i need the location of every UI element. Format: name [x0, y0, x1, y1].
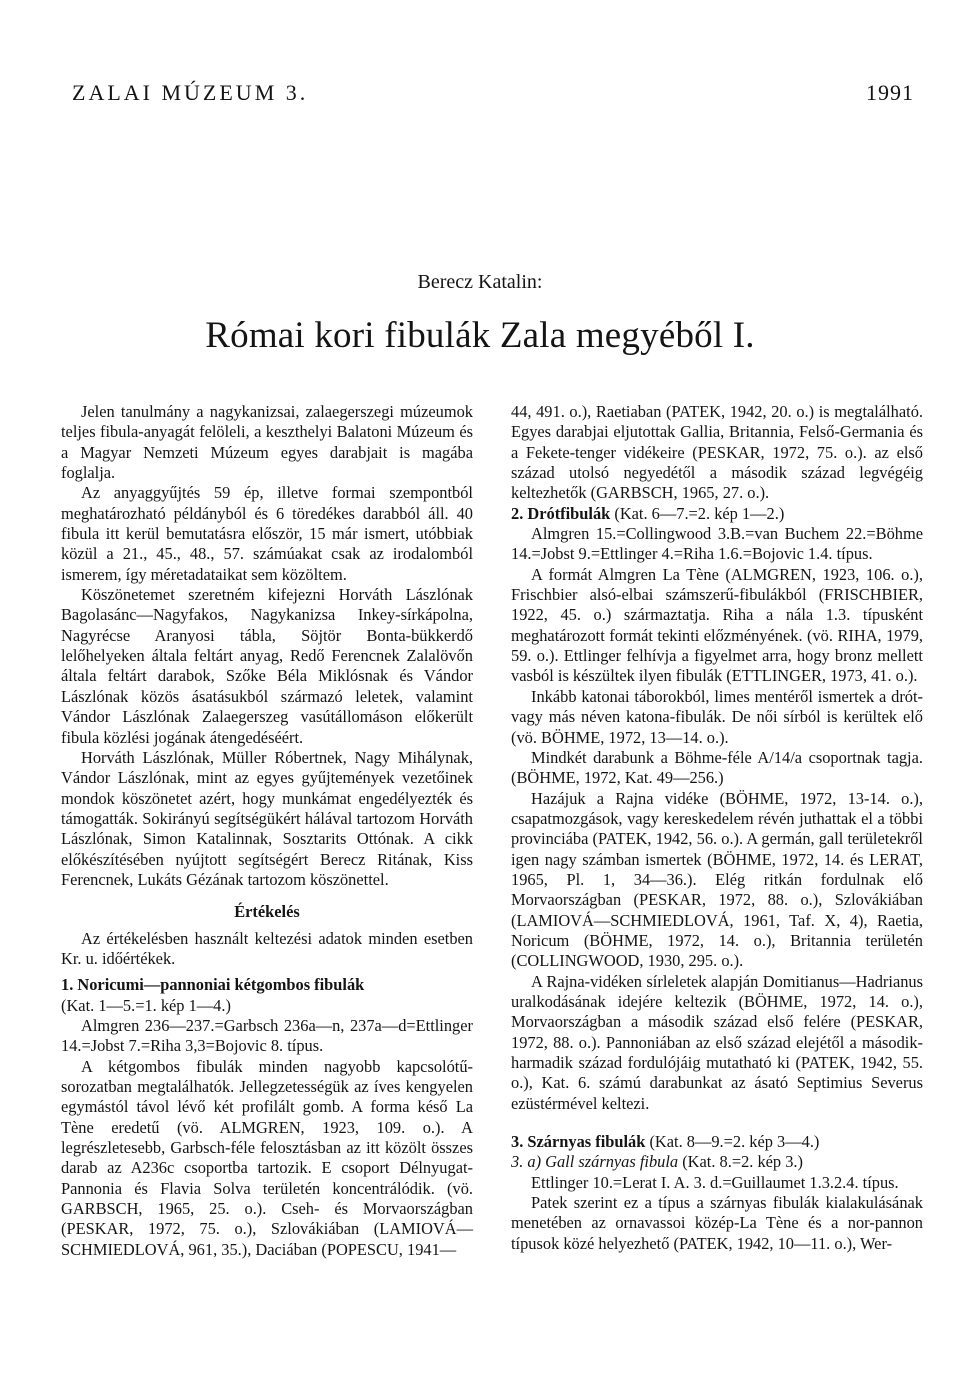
- catalog-reference: (Kat. 8—9.=2. kép 3—4.): [645, 1132, 820, 1152]
- publication-year: 1991: [866, 80, 914, 105]
- article-author: Berecz Katalin:: [417, 271, 543, 293]
- article-title: Római kori fibulák Zala megyéből I.: [205, 315, 755, 356]
- catalog-reference: (Kat. 8.=2. kép 3.): [678, 1152, 803, 1172]
- paragraph: Horváth Lászlónak, Müller Róbertnek, Nagy Mihálynak, Vándor Lászlónak, mint az egyes gyűjtemények vezetőinek mondok köszönetet azért, hogy munkámat engedélyezték és támogatták. Sokirányú segítségükért hálával tartozom Horváth Lászlónak, Simon Katalinnak, Sosztarits Ottónak. A cikk előkészítésében nyújtott segítségért Berecz Ritának, Kiss Ferencnek, Lukáts Gézának tartozom köszönettel.: [61, 747, 473, 889]
- subsection-heading-line: [511, 504, 923, 524]
- paragraph: A kétgombos fibulák minden nagyobb kapcsolótű-sorozatban megtalálhatók. Jellegzetességük az íves kengyelen egymástól távol lévő két profilált gomb. A forma késő La Tène eredetű (vö. ALMGREN, 1923, 109. o.). A legrészletesebb, Garbsch-féle felosztásban az itt közölt összes darab az A236c csoportba tartozik. E csoport Délnyugat-Pannonia és Flavia Solva területén koncentrálódik. (vö. GARBSCH, 1965, 25. o.). Cseh- és Morvaországban (PESKAR, 1972, 75. o.), Szlovákiában (LAMIOVÁ—SCHMIEDLOVÁ, 961, 35.), Daciában (POPESCU, 1941—: [61, 1056, 473, 1259]
- catalog-reference: (Kat. 6—7.=2. kép 1—2.): [610, 503, 785, 523]
- section-heading: Értékelés: [234, 902, 300, 922]
- right-column: [511, 402, 923, 1254]
- paragraph: A Rajna-vidéken sírleletek alapján Domitianus—Hadrianus uralkodásának idejére keltezik (BÖHME, 1972, 14. o.), Morvaországban a második század első felére (PESKAR, 1972, 88. o.). Pannoniában az első század elejétől a második-harmadik század fordulójáig mutatható ki (PATEK, 1942, 55. o.), Kat. 6. számú darabunkat az ásató Septimius Severus ezüstérmével keltezi.: [511, 971, 923, 1113]
- subsection-heading: 2. Drótfibulák: [511, 503, 611, 523]
- subsection-subheading: 3. a) Gall szárnyas fibula: [511, 1152, 679, 1172]
- paragraph: Hazájuk a Rajna vidéke (BÖHME, 1972, 13-14. o.), csapatmozgások, vagy kereskedelem révén juthattak el a többi provinciába (PATEK, 1942, 56. o.). A germán, gall területekről igen nagy számban ismertek (BÖHME, 1972, 14. és LERAT, 1965, Pl. 1, 34—36.). Elég ritkán fordulnak elő Morvaországban (PESKAR, 1972, 88. o.), Szlovákiában (LAMIOVÁ—SCHMIEDLOVÁ, 1961, Taf. X, 4), Raetia, Noricum (BÖHME, 1972, 14. o.), Britannia területén (COLLINGWOOD, 1930, 295. o.).: [511, 788, 923, 971]
- subsection-heading: 1. Noricumi—pannoniai kétgombos fibulák: [61, 975, 365, 995]
- left-column: [61, 402, 473, 1260]
- paragraph: Patek szerint ez a típus a szárnyas fibulák kialakulásának menetében az ornavassoi közép-La Tène és a nor-pannon típusok közé helyezhető (PATEK, 1942, 10—11. o.), Wer-: [511, 1193, 923, 1253]
- paragraph: 44, 491. o.), Raetiaban (PATEK, 1942, 20. o.) is megtalálható. Egyes darabjai eljutottak Gallia, Britannia, Felső-Germania és a Fekete-tenger vidékeire (PESKAR, 1972, 75. o.). az első század utolsó negyedétől a második század legvégéig keltezhetők (GARBSCH, 1965, 27. o.).: [511, 402, 923, 503]
- catalog-reference: (Kat. 1—5.=1. kép 1—4.): [61, 995, 231, 1015]
- subsection-heading-line: [511, 1152, 923, 1172]
- paragraph: Inkább katonai táborokból, limes mentéről ismertek a drót- vagy más néven katona-fibulák. De női sírból is kerültek elő (vö. BÖHME, 1972, 13—14. o.).: [511, 686, 923, 747]
- paragraph: A formát Almgren La Tène (ALMGREN, 1923, 106. o.), Frischbier alsó-elbai számszerű-fibulákból (FRISCHBIER, 1922, 45. o.) származtatja. Riha a nála 1.3. típusként meghatározott formát tekinti előzményének. (vö. RIHA, 1979, 59. o.). Ettlinger felhívja a figyelmet arra, hogy bronz mellett vasból is készültek ilyen fibulák (ETTLINGER, 1973, 41. o.).: [511, 564, 923, 686]
- subsection-heading: 3. Szárnyas fibulák: [511, 1132, 646, 1152]
- paragraph: Köszönetemet szeretném kifejezni Horváth Lászlónak Bagolasánc—Nagyfakos, Nagykanizsa Inkey-sírkápolna, Nagyrécse Aranyosi tábla, Söjtör Bonta-bükkerdő lelőhelyeken általa feltárt anyag, Redő Ferencnek Zalalövőn általa feltárt darabok, Szőke Béla Miklósnak és Vándor Lászlónak közös ásatásukból származó leletek, valamint Vándor Lászlónak Zalaegerszeg vasútállomáson előkerült fibula közlési jogának átengedéséért.: [61, 585, 473, 747]
- typology-line: Almgren 236—237.=Garbsch 236a—n, 237a—d=Ettlinger 14.=Jobst 7.=Riha 3,3=Bojovic 8. típus.: [61, 1015, 473, 1056]
- paragraph: Az anyaggyűjtés 59 ép, illetve formai szempontból meghatározható példányból és 6 töredékes darabból áll. 40 fibula itt kerül bemutatásra először, 15 már ismert, utóbbiak közül a 21., 45., 48., 57. számúakat csak az irodalomból ismerem, így méretadataikat sem közöltem.: [61, 483, 473, 584]
- typology-line: Ettlinger 10.=Lerat I. A. 3. d.=Guillaumet 1.3.2.4. típus.: [531, 1172, 899, 1192]
- journal-title: ZALAI MÚZEUM 3.: [72, 80, 309, 105]
- paragraph: Mindkét darabunk a Böhme-féle A/14/a csoportnak tagja. (BÖHME, 1972, Kat. 49—256.): [511, 747, 923, 788]
- paragraph: Az értékelésben használt keltezési adatok minden esetben Kr. u. időértékek.: [61, 928, 473, 968]
- subsection-heading-line: [511, 1132, 923, 1152]
- typology-line: Almgren 15.=Collingwood 3.B.=van Buchem 22.=Böhme 14.=Jobst 9.=Ettlinger 4.=Riha 1.6.=Bojovic 1.4. típus.: [511, 524, 923, 564]
- paragraph: Jelen tanulmány a nagykanizsai, zalaegerszegi múzeumok teljes fibula-anyagát felöleli, a keszthelyi Balatoni Múzeum és a Magyar Nemzeti Múzeum egyes darabjait is magába foglalja.: [61, 402, 473, 483]
